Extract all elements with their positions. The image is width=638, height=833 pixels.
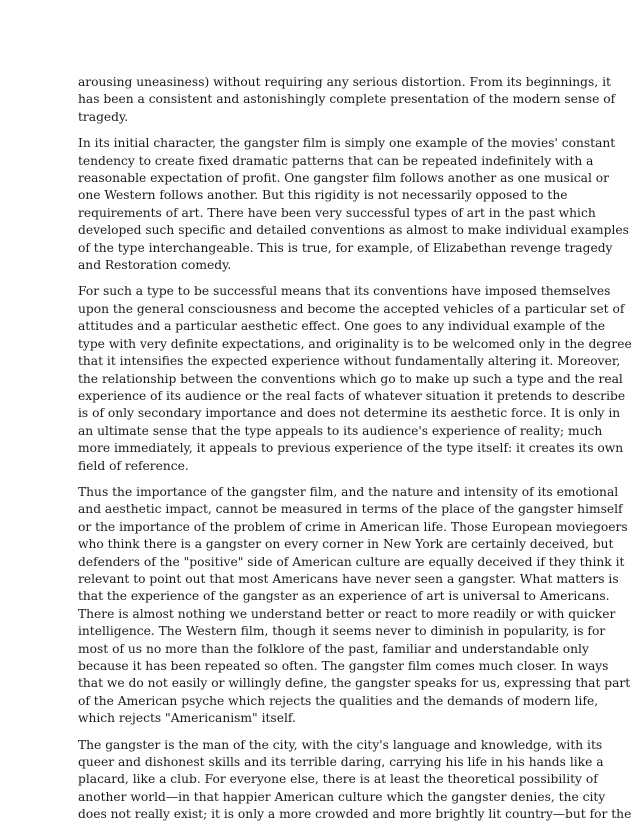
document-page xyxy=(78,74,632,833)
paragraph-3 xyxy=(78,283,632,474)
text-line: Thus the importance of the gangster film, and the nature and intensity of its emotional xyxy=(78,484,619,499)
text-line: is of only secondary importance and does not determine its aesthetic force. It is only in xyxy=(78,406,621,421)
text-line: attitudes and a particular aesthetic effect. One goes to any individual example of the xyxy=(78,319,606,334)
text-line: most of us no more than the folklore of the past, familiar and understandable only xyxy=(78,641,589,656)
text-line: queer and dishonest skills and its terrible daring, carrying his life in his hands like a xyxy=(78,755,604,770)
text-line: requirements of art. There have been very successful types of art in the past which xyxy=(78,205,596,220)
text-line: tendency to create fixed dramatic patterns that can be repeated indefinitely with a xyxy=(78,153,594,168)
text-line: of the American psyche which rejects the qualities and the demands of modern life, xyxy=(78,693,599,708)
text-line: For such a type to be successful means that its conventions have imposed themselves xyxy=(78,284,611,299)
text-line: has been a consistent and astonishingly complete presentation of the modern sense of xyxy=(78,92,616,107)
text-line: or the importance of the problem of crime in American life. Those European moviegoers xyxy=(78,519,628,534)
text-line: an ultimate sense that the type appeals to its audience's experience of reality; much xyxy=(78,423,603,438)
text-line: type with very definite expectations, and originality is to be welcomed only in the degree xyxy=(78,336,632,351)
paragraph-4 xyxy=(78,484,631,728)
text-line: who think there is a gangster on every corner in New York are certainly deceived, but xyxy=(78,537,614,552)
text-line: tragedy. xyxy=(78,109,129,124)
text-line: defenders of the "positive" side of American culture are equally deceived if they think it xyxy=(78,554,625,569)
paragraph-2 xyxy=(78,135,629,274)
text-line: placard, like a club. For everyone else, there is at least the theoretical possibility of xyxy=(78,772,598,787)
text-line: the relationship between the conventions which go to make up such a type and the real xyxy=(78,371,623,386)
text-line: and Restoration comedy. xyxy=(78,258,232,273)
text-line: relevant to point out that most Americans have never seen a gangster. What matters is xyxy=(78,571,619,586)
text-line: upon the general consciousness and become the accepted vehicles of a particular set of xyxy=(78,301,625,316)
text-line: arousing uneasiness) without requiring any serious distortion. From its beginnings, it xyxy=(78,75,611,89)
text-line: In its initial character, the gangster film is simply one example of the movies' constant xyxy=(78,136,616,151)
text-line: of the type interchangeable. This is true, for example, of Elizabethan revenge tragedy xyxy=(78,240,613,255)
text-line: one Western follows another. But this rigidity is not necessarily opposed to the xyxy=(78,188,568,203)
text-line: There is almost nothing we understand better or react to more readily or with quicker xyxy=(78,606,616,621)
text-line: developed such specific and detailed conventions as almost to make individual examples xyxy=(78,223,629,238)
text-line: intelligence. The Western film, though it seems never to diminish in popularity, is for xyxy=(78,624,606,639)
text-line: because it has been repeated so often. The gangster film comes much closer. In ways xyxy=(78,659,609,673)
text-line: The gangster is the man of the city, with the city's language and knowledge, with its xyxy=(78,737,603,752)
text-line: which rejects "Americanism" itself. xyxy=(78,711,296,726)
text-line: that it intensifies the expected experience without fundamentally altering it. Moreover, xyxy=(78,354,621,369)
text-line: field of reference. xyxy=(78,458,189,473)
text-line: that the experience of the gangster as an experience of art is universal to Americans. xyxy=(78,589,610,604)
paragraph-1 xyxy=(78,74,616,126)
text-line: another world—in that happier American culture which the gangster denies, the city xyxy=(78,789,606,804)
paragraph-5 xyxy=(78,737,632,824)
text-line: more immediately, it appeals to previous experience of the type itself: it creates its own xyxy=(78,441,624,456)
text-line: reasonable expectation of profit. One gangster film follows another as one musical or xyxy=(78,171,609,186)
text-line: and aesthetic impact, cannot be measured in terms of the place of the gangster himself xyxy=(78,502,623,517)
text-line: that we do not easily or willingly define, the gangster speaks for us, expressing that part xyxy=(78,676,631,691)
text-line: experience of its audience or the real facts of whatever situation it pretends to describe xyxy=(78,388,626,403)
text-line: does not really exist; it is only a more crowded and more brightly lit country—but for the xyxy=(78,807,632,822)
